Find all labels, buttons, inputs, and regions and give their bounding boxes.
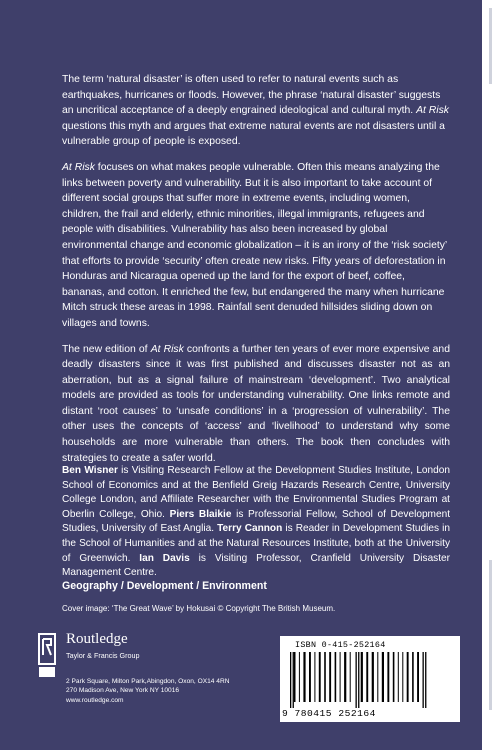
barcode-bar <box>329 652 331 702</box>
barcode-icon <box>288 652 452 708</box>
barcode-bar <box>372 652 374 702</box>
barcode-bar <box>340 652 341 702</box>
barcode-bar <box>314 652 315 702</box>
barcode-bar <box>407 652 409 702</box>
barcode-bar <box>417 652 419 702</box>
barcode-bar <box>382 652 384 702</box>
barcode-bar <box>361 652 363 702</box>
barcode-guard-bar <box>358 652 359 708</box>
description-paragraph-3: The new edition of At Risk confronts a further ten years of ever more expensive and deadly disasters since it was first published and discusses disaster not as an aberration, but as a signal failure of mainstream ‘development’. Two analytical models are provided as tools for understanding vulnerability. One links remote and distant ‘root causes’ to ‘unsafe conditions’ in a ‘progression of vulnerability’. The other uses the concepts of ‘access’ and ‘livelihood’ to understand why some households are more vulnerable than others. The book then concludes with strategies to create a safer world. <box>62 343 450 464</box>
barcode-bar <box>344 652 346 702</box>
barcode-bar <box>366 652 368 702</box>
routledge-logo-icon <box>38 633 60 679</box>
barcode-bar <box>393 652 395 702</box>
barcode-bar <box>303 652 305 702</box>
barcode-guard-bar <box>423 652 424 708</box>
book-description <box>62 72 450 476</box>
barcode-bar <box>309 652 311 702</box>
author-name: Piers Blaikie <box>169 508 232 520</box>
book-title-italic: At Risk <box>416 105 450 117</box>
barcode-guard-bar <box>293 652 294 708</box>
cover-image-credit: Cover image: ‘The Great Wave’ by Hokusai © Copyright The British Museum. <box>62 604 336 613</box>
isbn-label: ISBN 0-415-252164 <box>295 640 386 650</box>
barcode-bar <box>299 652 300 702</box>
barcode-bar <box>324 652 326 702</box>
publisher-name: Routledge <box>66 631 128 647</box>
spine-mark <box>489 8 492 84</box>
subject-categories: Geography / Development / Environment <box>62 580 267 592</box>
barcode-bar <box>377 652 378 702</box>
barcode-guard-bar <box>425 652 426 708</box>
book-title-italic: At Risk <box>150 343 184 355</box>
barcode-bar <box>402 652 403 702</box>
barcode-bar <box>387 652 389 702</box>
book-title-italic: At Risk <box>62 161 95 173</box>
barcode-bar <box>412 652 414 702</box>
barcode-guard-bar <box>290 652 291 708</box>
publisher-address: 2 Park Square, Milton Park,Abingdon, Oxon, OX14 4RN 270 Madison Ave, New York NY 10016 www.routledge.com <box>66 678 230 704</box>
ean-number: 9 780415 252164 <box>282 708 376 719</box>
author-bios: Ben Wisner is Visiting Research Fellow at the Development Studies Institute, London School of Economics and at the Benfield Greig Hazards Research Centre, University College London, and Affiliate Researcher with the Environmental Studies Program at Oberlin College, Ohio. Piers Blaikie is Professorial Fellow, School of Development Studies, University of East Anglia. Terry Cannon is Reader in Development Studies in the School of Humanities and at the Natural Resources Institute, both at the University of Greenwich. Ian Davis is Visiting Professor, Cranfield University Disaster Management Centre. <box>62 465 451 579</box>
barcode-bar <box>350 652 351 702</box>
author-name: Terry Cannon <box>217 523 283 535</box>
barcode-bar <box>398 652 399 702</box>
barcode-guard-bar <box>356 652 357 708</box>
description-paragraph-2: At Risk focuses on what makes people vulnerable. Often this means analyzing the links between poverty and vulnerability. But it is also important to take account of different social groups that suffer more in extreme events, including women, children, the frail and elderly, ethnic minorities, illegal immigrants, refugees and people with disabilities. Vulnerability has also been increased by global environmental change and economic globalization – it is an irony of the ‘risk society’ that efforts to provide ‘security’ often create new risks. Fifty years of deforestation in Honduras and Nicaragua opened up the land for the export of beef, coffee, bananas, and cotton. It enriched the few, but endangered the many when hurricane Mitch struck these areas in 1998. Rainfall sent denuded hillsides sliding down on villages and towns. <box>62 161 447 329</box>
publisher-group: Taylor & Francis Group <box>66 651 140 660</box>
author-name: Ian Davis <box>139 552 190 564</box>
spine-mark <box>489 560 492 710</box>
barcode-bar <box>335 652 337 702</box>
description-paragraph-1: The term ‘natural disaster’ is often used to refer to natural events such as earthquakes, hurricanes or floods. However, the phrase ‘natural disaster’ suggests an uncritical acceptance of a deeply engrained ideological and cultural myth. At Risk questions this myth and argues that extreme natural events are not disasters until a vulnerable group of people is exposed. <box>62 74 450 148</box>
isbn-barcode <box>280 636 460 722</box>
barcode-bar <box>294 652 296 702</box>
author-name: Ben Wisner <box>62 465 118 476</box>
barcode-bar <box>319 652 321 702</box>
